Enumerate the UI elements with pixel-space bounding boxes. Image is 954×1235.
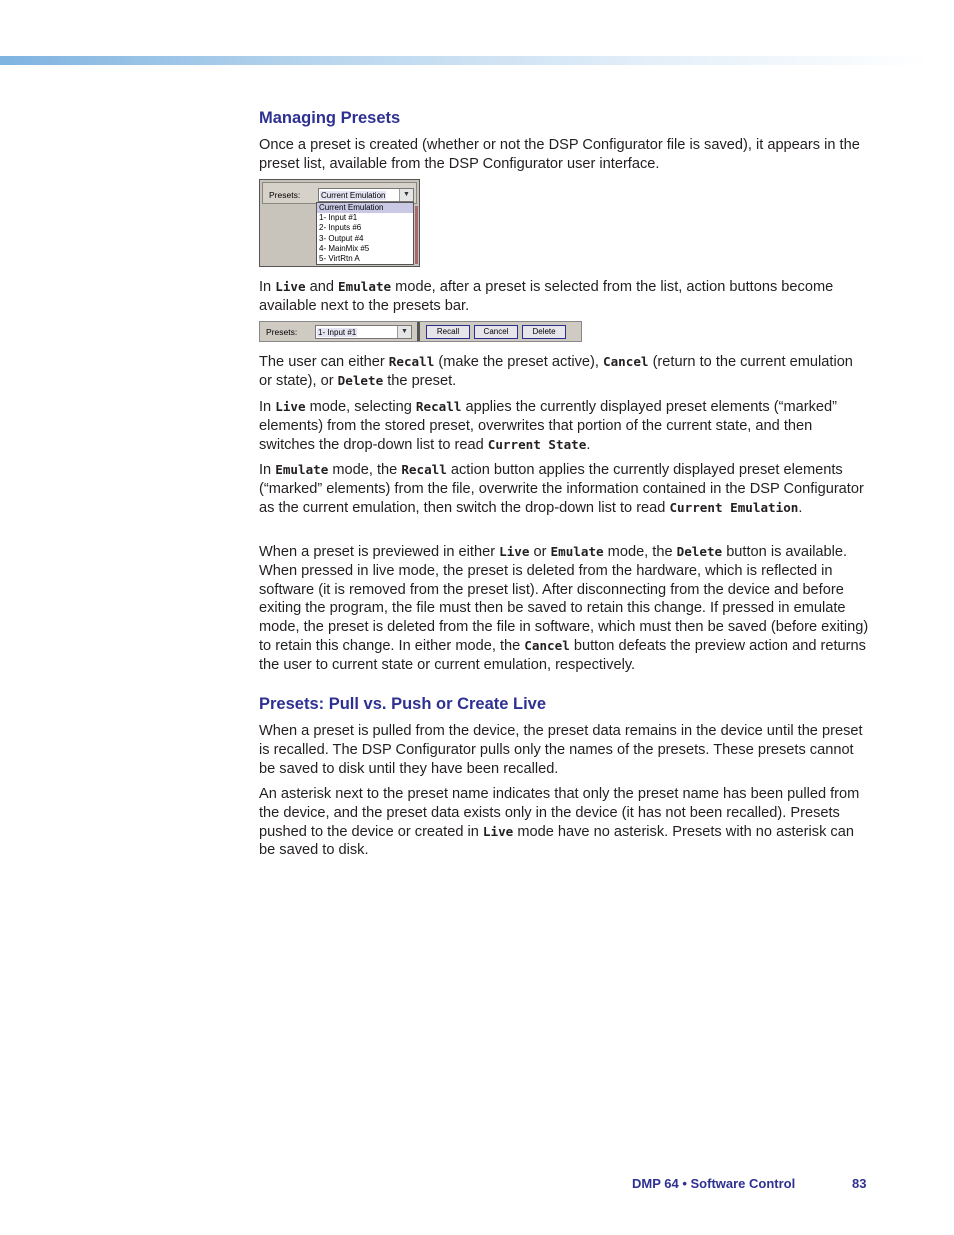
presets-selected-value: 1- Input #1 xyxy=(318,328,357,337)
code-term: Delete xyxy=(337,372,384,388)
code-term: Emulate xyxy=(275,462,329,477)
cancel-button[interactable]: Cancel xyxy=(474,325,518,339)
text-run: or xyxy=(529,544,551,560)
presets-label: Presets: xyxy=(269,190,301,200)
text-run: (make the preset active), xyxy=(434,354,604,370)
paragraph-asterisk xyxy=(259,785,869,860)
presets-label: Presets: xyxy=(266,327,298,337)
text-run: and xyxy=(305,279,339,295)
code-term: Cancel xyxy=(603,354,649,369)
text-run: When a preset is previewed in either xyxy=(259,544,500,560)
recall-button[interactable]: Recall xyxy=(426,325,470,339)
presets-selected-value: Current Emulation xyxy=(321,191,386,200)
code-term: Live xyxy=(275,279,306,294)
text-run: mode, selecting xyxy=(305,399,416,415)
text-run: . xyxy=(586,436,591,453)
text-run: An asterisk next to the preset name indicates that only the preset name has been pulled from the device, and the preset data exists only in the device (it has not been recalled). Presets pushed to the device or created in xyxy=(259,786,860,840)
delete-button[interactable]: Delete xyxy=(522,325,566,339)
code-term: Recall xyxy=(415,399,462,414)
paragraph-live-mode xyxy=(259,398,869,454)
page-number: 83 xyxy=(852,1176,867,1191)
text-run: The user can either xyxy=(259,354,389,370)
code-term: Delete xyxy=(676,544,723,559)
paragraph-emulate-mode xyxy=(259,461,869,517)
preset-option[interactable]: 3- Output #4 xyxy=(319,233,364,243)
presets-option-list xyxy=(316,202,414,265)
code-term: Live xyxy=(482,823,514,839)
text-run: button is available. When pressed in live mode, the preset is deleted from the hardware, which is reflected in software (it is removed from the preset list). After disconnecting from the device and before exiting the program, the file must then be saved to retain this change. If pressed in emulate mode, the preset is deleted from the file in software, which must then be saved (before exiting) to retain this change. In either mode, the xyxy=(259,544,869,654)
preset-option[interactable]: Current Emulation xyxy=(317,203,413,213)
code-term: Emulate xyxy=(338,279,392,294)
text-run: applies the currently displayed preset elements (“marked” elements) from the stored preset, overwrites that portion of the current state, and then switches the drop-down list to read xyxy=(259,399,837,453)
chevron-down-icon[interactable]: ▼ xyxy=(399,189,413,201)
preset-option[interactable]: 2- Inputs #6 xyxy=(319,223,362,233)
chevron-down-icon[interactable]: ▼ xyxy=(397,326,411,338)
toolbar-separator xyxy=(417,322,420,341)
code-term: Live xyxy=(499,544,530,559)
text-run: mode, after a preset is selected from the list, action buttons become available next to the presets bar. xyxy=(259,279,834,314)
paragraph-recall-cancel-delete xyxy=(259,353,869,391)
panel-edge xyxy=(415,206,418,264)
code-term: Emulate xyxy=(550,544,604,559)
code-term: Current State xyxy=(487,436,587,452)
text-run: . xyxy=(798,499,803,516)
code-term: Cancel xyxy=(524,637,570,653)
preset-option[interactable]: 4- MainMix #5 xyxy=(319,243,370,253)
code-term: Live xyxy=(275,399,306,414)
text-run: (return to the current emulation or state), or xyxy=(259,354,853,389)
text-run: In xyxy=(259,279,276,295)
text-run: In xyxy=(259,462,276,478)
header-gradient-bar xyxy=(0,56,930,65)
code-term: Recall xyxy=(401,462,447,477)
presets-bar xyxy=(262,182,417,204)
text-run: action button applies the currently displayed preset elements (“marked” elements) from the file, overwrite the information contained in the DSP Configurator as the current emulation, then switch the drop-down list to read xyxy=(259,462,864,516)
section-heading-managing-presets: Managing Presets xyxy=(259,109,401,127)
footer-title: DMP 64 • Software Control xyxy=(632,1176,796,1191)
presets-action-bar-screenshot xyxy=(259,321,582,342)
text-run: mode have no asterisk. Presets with no asterisk can be saved to disk. xyxy=(259,823,854,859)
presets-dropdown-screenshot xyxy=(259,179,420,267)
section-heading-pull-push: Presets: Pull vs. Push or Create Live xyxy=(259,695,547,713)
paragraph-delete-button xyxy=(259,543,869,675)
code-term: Current Emulation xyxy=(669,499,799,515)
preset-option[interactable]: 5- VirtRtn A xyxy=(319,253,360,263)
text-run: mode, the xyxy=(328,462,402,478)
text-run: mode, the xyxy=(603,544,677,560)
preset-option[interactable]: 1- Input #1 xyxy=(319,213,358,223)
paragraph-intro: Once a preset is created (whether or not the DSP Configurator file is saved), it appears in the preset list, available from the DSP Configurator user interface. xyxy=(259,137,860,172)
presets-select[interactable] xyxy=(318,188,414,202)
paragraph-action-buttons xyxy=(259,278,869,316)
presets-select[interactable] xyxy=(315,325,412,339)
code-term: Recall xyxy=(388,354,435,369)
paragraph-pulled-presets: When a preset is pulled from the device, the preset data remains in the device until the preset is recalled. The DSP Configurator pulls only the names of the presets. These presets cannot be saved to disk until they have been recalled. xyxy=(259,723,863,777)
text-run: the preset. xyxy=(383,372,457,389)
text-run: button defeats the preview action and returns the user to current state or current emulation, respectively. xyxy=(259,637,866,673)
text-run: In xyxy=(259,399,276,415)
